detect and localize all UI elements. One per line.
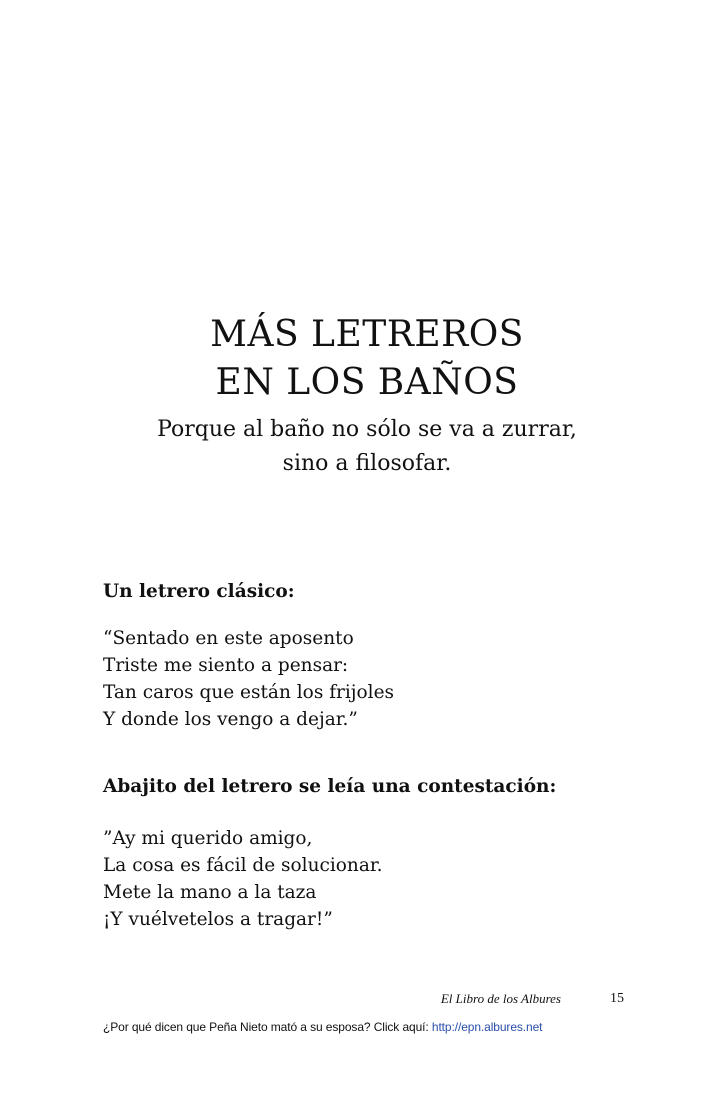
chapter-title-line-1: MÁS LETREROS (210, 314, 524, 355)
chapter-subtitle-line-1: Porque al baño no sólo se va a zurrar, (157, 417, 577, 442)
chapter-title-line-2: EN LOS BAÑOS (215, 362, 519, 403)
poem-2-line: ”Ay mi querido amigo, (103, 828, 313, 849)
chapter-subtitle-line-2: sino a filosofar. (282, 451, 452, 476)
section-2-heading: Abajito del letrero se leía una contestación: (103, 776, 557, 797)
page-number: 15 (610, 991, 624, 1006)
poem-1 (103, 625, 394, 733)
poem-1-line: “Sentado en este aposento (103, 628, 354, 649)
poem-2-line: ¡Y vuélvetelos a tragar!” (103, 909, 333, 930)
poem-1-line: Triste me siento a pensar: (103, 655, 349, 676)
poem-2-line: Mete la mano a la taza (103, 882, 317, 903)
poem-2-line: La cosa es fácil de solucionar. (103, 855, 383, 876)
promo-text: ¿Por qué dicen que Peña Nieto mató a su esposa? Click aquí: (103, 1020, 432, 1034)
promo-line (103, 1020, 542, 1034)
promo-link[interactable]: http://epn.albures.net (431, 1020, 543, 1034)
section-1-heading: Un letrero clásico: (103, 581, 295, 602)
poem-1-line: Tan caros que están los frijoles (103, 682, 395, 703)
poem-2 (103, 825, 383, 933)
running-footer-book-title: El Libro de los Albures (440, 991, 561, 1006)
poem-1-line: Y donde los vengo a dejar.” (103, 709, 358, 730)
